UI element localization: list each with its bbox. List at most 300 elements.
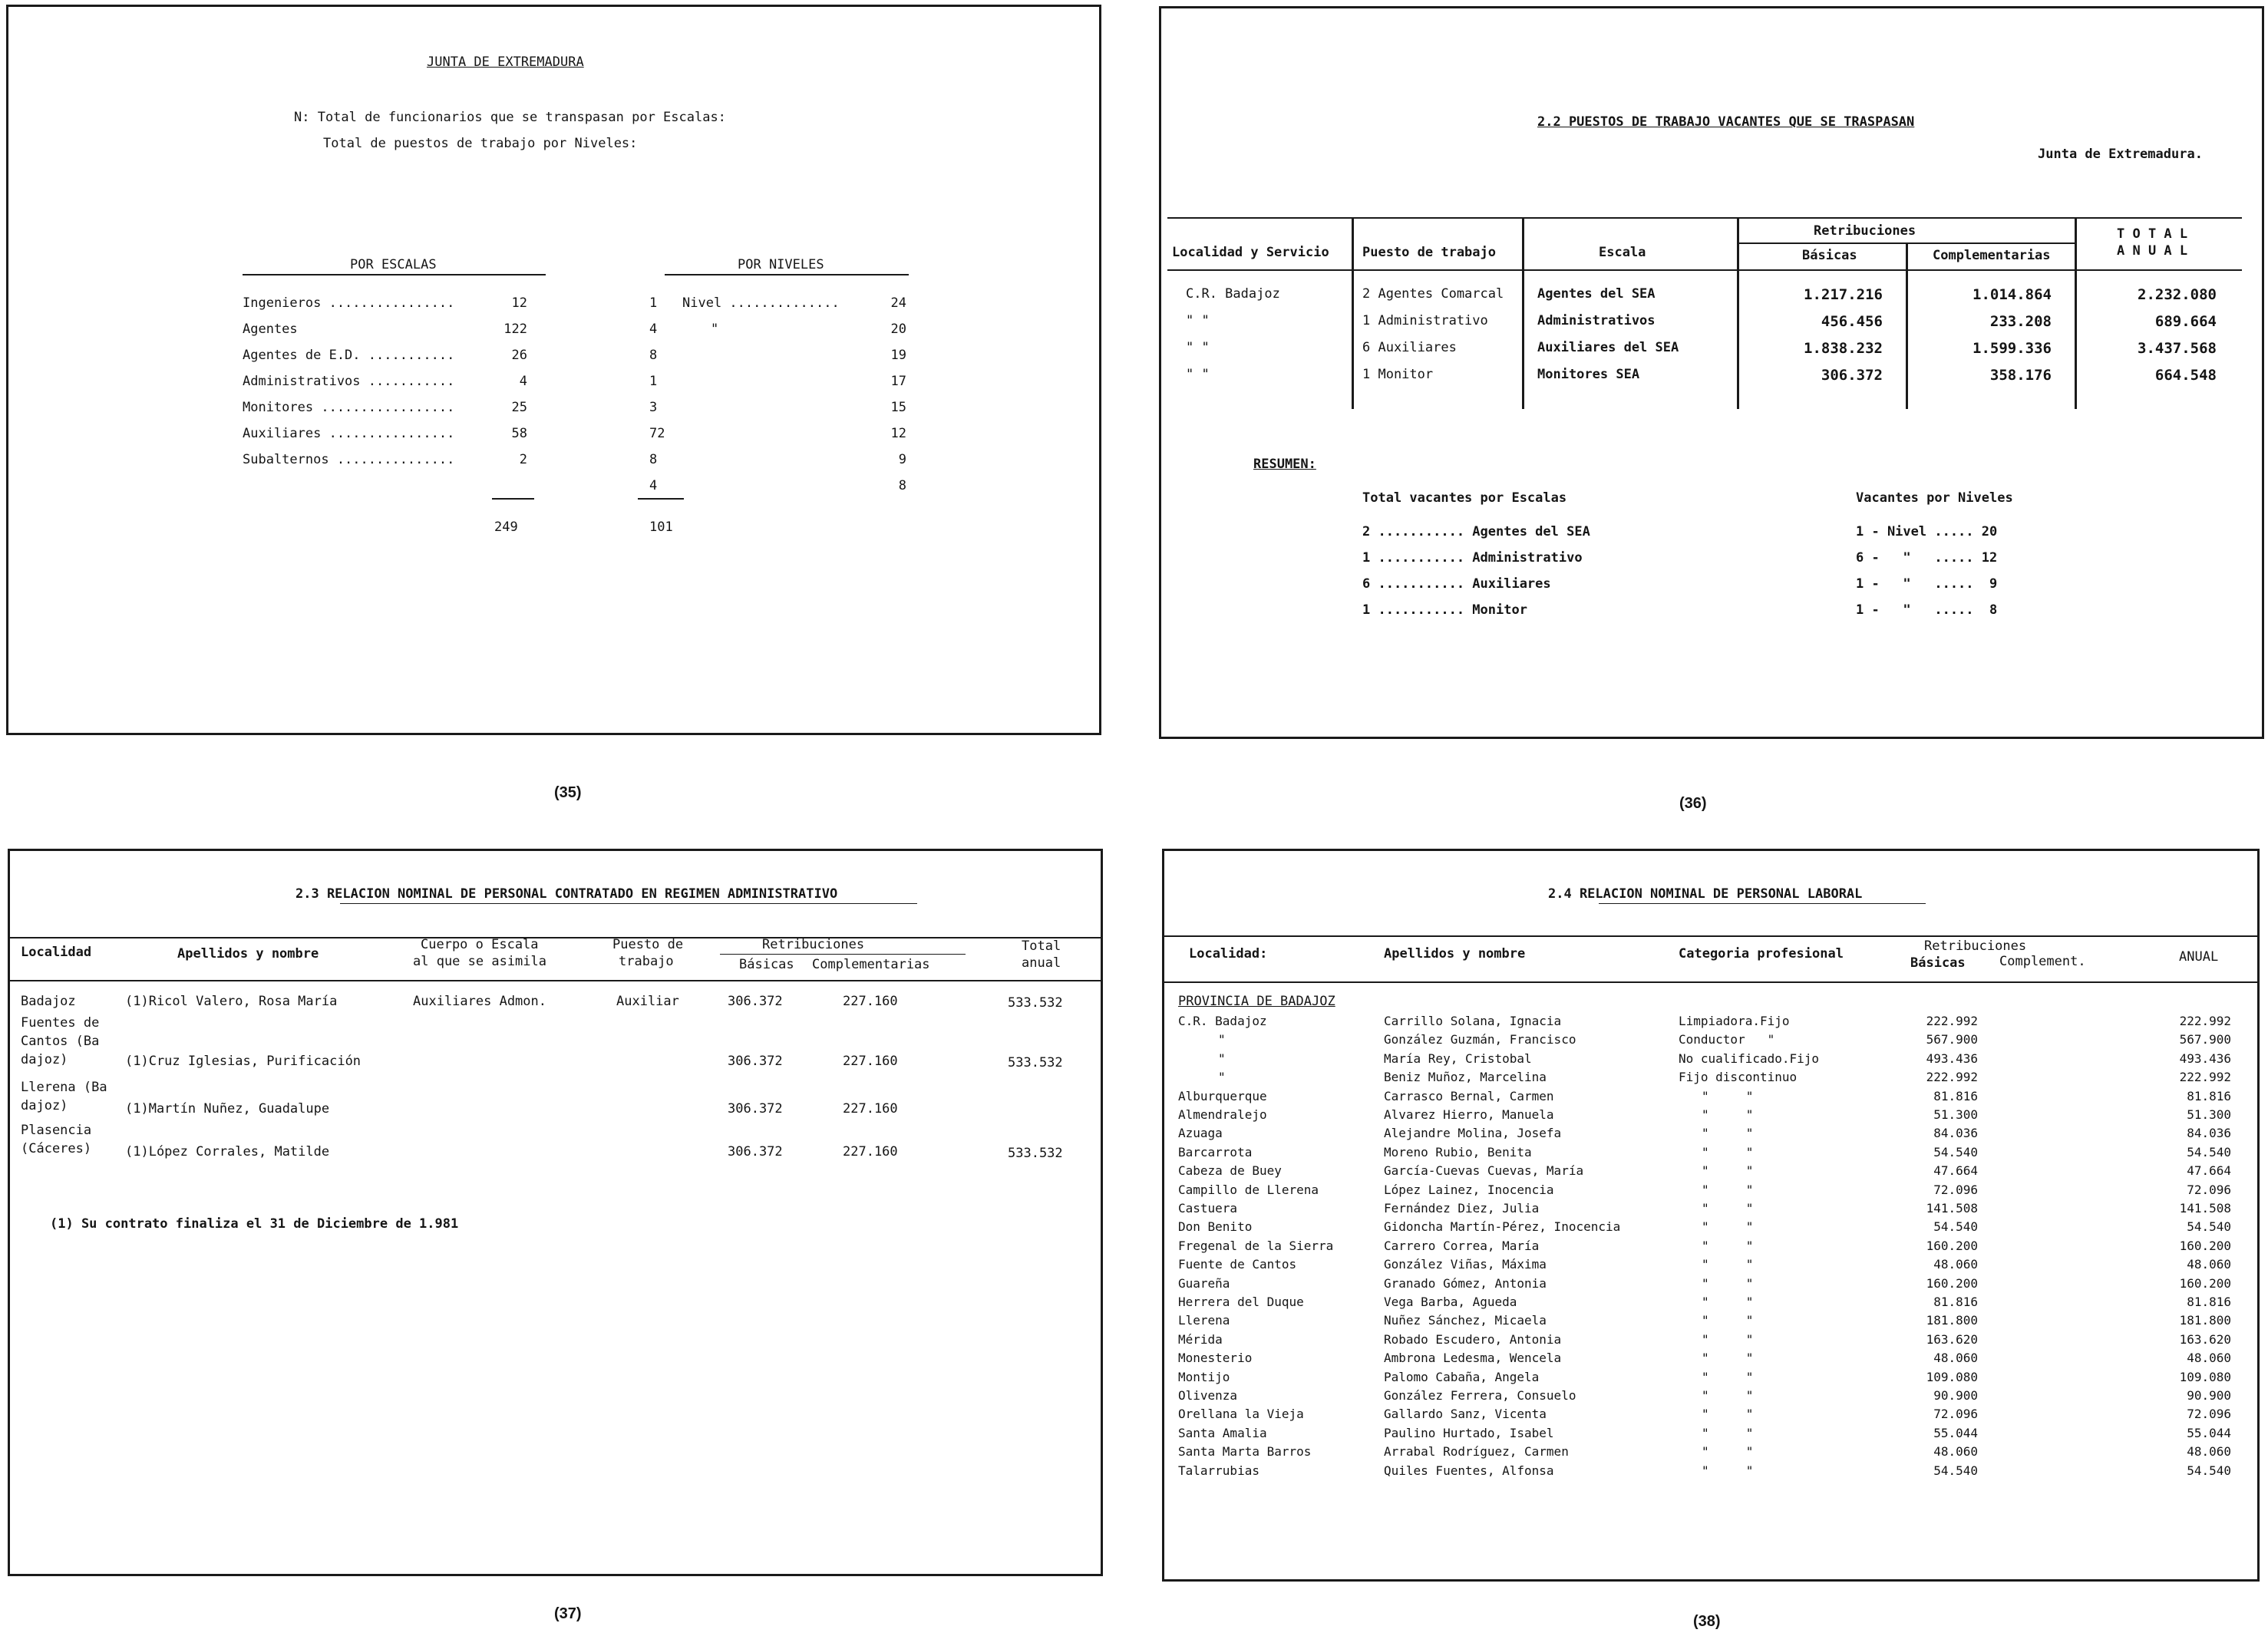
- p38-provincia: PROVINCIA DE BADAJOZ: [1178, 994, 1335, 1009]
- p38-cell-anual: 141.508: [2179, 1201, 2231, 1216]
- p36-resumen-escala: 1 ........... Monitor: [1362, 602, 1527, 618]
- p37-h-localidad: Localidad: [21, 945, 92, 960]
- p38-table-row: [1164, 1257, 2260, 1275]
- p38-cell-basicas: 72.096: [1933, 1407, 1978, 1422]
- p38-cell-categoria: Limpiadora.Fijo: [1679, 1014, 1790, 1028]
- page-35: [6, 5, 1101, 735]
- p38-cell-localidad: Cabeza de Buey: [1178, 1163, 1282, 1179]
- p38-table-row: [1164, 1313, 2260, 1331]
- p38-table-row: [1164, 1089, 2260, 1107]
- p36-cell-localidad: " ": [1186, 313, 1210, 328]
- p38-cell-apellidos: Beniz Muñoz, Marcelina: [1384, 1070, 1547, 1085]
- p38-cell-basicas: 72.096: [1933, 1182, 1978, 1197]
- p38-title-underline: [1599, 903, 1926, 904]
- p36-cell-complementarias: 233.208: [1989, 313, 2052, 330]
- p38-cell-categoria: " ": [1702, 1219, 1754, 1235]
- p38-cell-categoria: " ": [1702, 1257, 1754, 1272]
- p36-cell-complementarias: 1.599.336: [1973, 340, 2052, 357]
- p36-escalas-title: Total vacantes por Escalas: [1362, 490, 1567, 506]
- p38-cell-basicas: 222.992: [1926, 1070, 1978, 1085]
- p37-title: 2.3 RELACION NOMINAL DE PERSONAL CONTRATADO EN REGIMEN ADMINISTRATIVO: [295, 886, 838, 902]
- p38-cell-categoria: " ": [1702, 1407, 1754, 1422]
- p36-cell-total: 664.548: [2154, 367, 2217, 384]
- p37-cell-total: 533.532: [1008, 995, 1063, 1011]
- p38-cell-anual: 72.096: [2187, 1182, 2231, 1197]
- p35-escala-name: Administrativos ...........: [243, 374, 455, 389]
- p38-table-row: [1164, 1070, 2260, 1088]
- p38-cell-anual: 81.816: [2187, 1295, 2231, 1309]
- p37-cell-total: 533.532: [1008, 1146, 1063, 1161]
- p38-table-row: [1164, 1145, 2260, 1163]
- p38-cell-apellidos: Gidoncha Martín-Pérez, Inocencia: [1384, 1219, 1621, 1235]
- p38-cell-apellidos: Paulino Hurtado, Isabel: [1384, 1425, 1554, 1440]
- p38-cell-apellidos: María Rey, Cristobal: [1384, 1051, 1532, 1066]
- p38-cell-localidad: ": [1218, 1051, 1226, 1066]
- p38-cell-anual: 181.800: [2179, 1313, 2231, 1328]
- p35-escalas-total-line: [492, 498, 534, 500]
- p38-cell-anual: 163.620: [2179, 1331, 2231, 1347]
- p36-table-row: [1161, 286, 2264, 305]
- p35-nivel-value: 19: [890, 348, 906, 363]
- p36-h-escala: Escala: [1599, 245, 1646, 260]
- p38-table-row: [1164, 1276, 2260, 1295]
- p35-escalas-underline: [243, 274, 546, 275]
- p36-h-total1: T O T A L: [2117, 226, 2188, 242]
- p35-escala-name: Agentes de E.D. ...........: [243, 348, 455, 363]
- p38-cell-basicas: 81.816: [1933, 1295, 1978, 1309]
- p38-cell-apellidos: García-Cuevas Cuevas, María: [1384, 1163, 1584, 1179]
- p38-cell-apellidos: Arrabal Rodríguez, Carmen: [1384, 1444, 1569, 1460]
- p38-table-row: [1164, 1463, 2260, 1482]
- p36-subtitle: Junta de Extremadura.: [2038, 147, 2203, 162]
- p38-cell-categoria: " ": [1702, 1351, 1754, 1366]
- p35-total-niveles: 101: [649, 520, 673, 535]
- p35-escala-count: 2: [519, 452, 527, 467]
- p38-cell-anual: 222.992: [2179, 1014, 2231, 1028]
- p38-table-row: [1164, 1370, 2260, 1388]
- p38-cell-categoria: " ": [1702, 1163, 1754, 1179]
- p38-cell-basicas: 163.620: [1926, 1331, 1978, 1347]
- p38-cell-anual: 160.200: [2179, 1275, 2231, 1291]
- p38-cell-categoria: " ": [1702, 1388, 1754, 1403]
- p38-cell-categoria: " ": [1702, 1238, 1754, 1253]
- p37-cell-basicas: 306.372: [728, 1144, 783, 1159]
- p35-escala-name: Ingenieros ................: [243, 295, 455, 311]
- p38-cell-localidad: Barcarrota: [1178, 1144, 1253, 1159]
- p37-cell-localidad: (Cáceres): [21, 1141, 92, 1156]
- page-38: [1162, 849, 2260, 1582]
- p36-resumen-nivel: 1 - " ..... 8: [1856, 602, 1998, 618]
- p38-cell-categoria: " ": [1702, 1144, 1754, 1159]
- p38-cell-anual: 160.200: [2179, 1238, 2231, 1253]
- p35-escala-name: Monitores .................: [243, 400, 455, 415]
- p37-cell-puesto: Auxiliar: [616, 994, 679, 1009]
- p35-nivel-value: 17: [890, 374, 906, 389]
- p38-cell-basicas: 81.816: [1933, 1088, 1978, 1103]
- p35-nivel-count: 8: [649, 452, 658, 467]
- p35-escala-count: 26: [511, 348, 527, 363]
- p36-cell-total: 3.437.568: [2138, 340, 2217, 357]
- p36-resumen: RESUMEN:: [1253, 457, 1316, 472]
- p38-cell-basicas: 181.800: [1926, 1313, 1978, 1328]
- p36-resumen-nivel: 1 - Nivel ..... 20: [1856, 524, 1998, 539]
- p36-cell-escala: Agentes del SEA: [1537, 286, 1656, 302]
- p38-cell-localidad: Azuaga: [1178, 1126, 1223, 1141]
- p35-escala-count: 58: [511, 426, 527, 441]
- p35-nivel-value: 12: [890, 426, 906, 441]
- p38-cell-localidad: Mérida: [1178, 1331, 1223, 1347]
- p38-cell-anual: 48.060: [2187, 1257, 2231, 1272]
- p38-cell-basicas: 84.036: [1933, 1126, 1978, 1141]
- p36-resumen-nivel: 6 - " ..... 12: [1856, 550, 1998, 566]
- page-number-35: (35): [554, 784, 582, 801]
- p38-cell-apellidos: Alvarez Hierro, Manuela: [1384, 1107, 1554, 1122]
- p38-cell-basicas: 48.060: [1933, 1257, 1978, 1272]
- p38-table-row: [1164, 1183, 2260, 1201]
- p38-cell-basicas: 47.664: [1933, 1163, 1978, 1179]
- p35-line2: Total de puestos de trabajo por Niveles:: [323, 136, 638, 151]
- p37-cell-complementarias: 227.160: [843, 994, 898, 1009]
- p38-table-row: [1164, 1219, 2260, 1238]
- p36-resumen-escala: 1 ........... Administrativo: [1362, 550, 1583, 566]
- p38-cell-categoria: " ": [1702, 1088, 1754, 1103]
- p36-table-row: [1161, 313, 2264, 332]
- p38-cell-categoria: " ": [1702, 1425, 1754, 1440]
- p38-cell-apellidos: Moreno Rubio, Benita: [1384, 1144, 1532, 1159]
- p38-cell-localidad: Montijo: [1178, 1369, 1230, 1384]
- p37-cell-apellidos: (1)Ricol Valero, Rosa María: [125, 994, 338, 1009]
- p37-table-row: [10, 1015, 1103, 1077]
- p36-cell-escala: Auxiliares del SEA: [1537, 340, 1679, 355]
- p35-nivel-label: Nivel ..............: [682, 295, 840, 311]
- p38-cell-basicas: 48.060: [1933, 1444, 1978, 1460]
- p38-cell-localidad: Herrera del Duque: [1178, 1295, 1304, 1309]
- p35-escalas-header: POR ESCALAS: [350, 257, 437, 272]
- p38-h-apellidos: Apellidos y nombre: [1384, 946, 1526, 962]
- p38-cell-categoria: Conductor ": [1679, 1032, 1775, 1047]
- p38-cell-categoria: " ": [1702, 1444, 1754, 1460]
- p36-title: 2.2 PUESTOS DE TRABAJO VACANTES QUE SE TRASPASAN: [1537, 114, 1915, 130]
- p38-cell-localidad: Alburquerque: [1178, 1088, 1267, 1103]
- p36-niveles-title: Vacantes por Niveles: [1856, 490, 2013, 506]
- p38-cell-basicas: 54.540: [1933, 1219, 1978, 1235]
- p38-cell-localidad: Talarrubias: [1178, 1463, 1259, 1478]
- p38-cell-anual: 84.036: [2187, 1126, 2231, 1141]
- p36-cell-puesto: 1 Administrativo: [1362, 313, 1488, 328]
- p38-cell-localidad: ": [1218, 1032, 1226, 1047]
- p38-cell-anual: 109.080: [2179, 1369, 2231, 1384]
- p37-cell-localidad: Cantos (Ba: [21, 1034, 100, 1049]
- p38-cell-apellidos: Carrasco Bernal, Carmen: [1384, 1088, 1554, 1103]
- p38-table-row: [1164, 1239, 2260, 1257]
- p36-table-header-bottom: [1167, 269, 2242, 271]
- p38-cell-categoria: " ": [1702, 1107, 1754, 1122]
- p37-cell-complementarias: 227.160: [843, 1101, 898, 1117]
- p38-cell-categoria: " ": [1702, 1369, 1754, 1384]
- p36-cell-localidad: " ": [1186, 367, 1210, 382]
- p38-cell-categoria: " ": [1702, 1313, 1754, 1328]
- p37-cell-apellidos: (1)Cruz Iglesias, Purificación: [125, 1054, 361, 1069]
- p36-cell-complementarias: 358.176: [1989, 367, 2052, 384]
- p38-h-localidad: Localidad:: [1189, 946, 1268, 962]
- p38-table-row: [1164, 1351, 2260, 1369]
- p36-h-retribuciones: Retribuciones: [1814, 223, 1916, 239]
- p38-cell-basicas: 222.992: [1926, 1014, 1978, 1028]
- p38-cell-categoria: " ": [1702, 1463, 1754, 1478]
- p38-cell-localidad: Fregenal de la Sierra: [1178, 1238, 1334, 1253]
- p35-escala-count: 4: [519, 374, 527, 389]
- p37-h-apellidos: Apellidos y nombre: [177, 946, 319, 962]
- p38-table-row: [1164, 1201, 2260, 1219]
- p37-table-top: [10, 937, 1103, 938]
- p38-cell-anual: 48.060: [2187, 1351, 2231, 1366]
- p38-cell-categoria: " ": [1702, 1201, 1754, 1216]
- p37-h-complementarias: Complementarias: [812, 957, 930, 972]
- p37-cell-cuerpo: Auxiliares Admon.: [413, 994, 546, 1009]
- p38-cell-categoria: " ": [1702, 1182, 1754, 1197]
- p38-cell-basicas: 55.044: [1933, 1425, 1978, 1440]
- p38-table-row: [1164, 1388, 2260, 1407]
- p37-footnote: (1) Su contrato finaliza el 31 de Diciembre de 1.981: [50, 1216, 459, 1232]
- p35-nivel-value: 9: [898, 452, 906, 467]
- p38-cell-categoria: Fijo discontinuo: [1679, 1070, 1798, 1085]
- page-36: [1159, 6, 2264, 739]
- p38-cell-localidad: Monesterio: [1178, 1351, 1253, 1366]
- p38-cell-apellidos: Gallardo Sanz, Vicenta: [1384, 1407, 1547, 1422]
- p37-cell-apellidos: (1)López Corrales, Matilde: [125, 1144, 330, 1159]
- p38-h-basicas: Básicas: [1910, 955, 1966, 971]
- p38-cell-anual: 54.540: [2187, 1144, 2231, 1159]
- p36-table-row: [1161, 367, 2264, 385]
- p38-cell-localidad: Don Benito: [1178, 1219, 1253, 1235]
- p36-h-puesto: Puesto de trabajo: [1362, 245, 1496, 260]
- p35-total-escalas: 249: [494, 520, 518, 535]
- p35-nivel-count: 8: [649, 348, 658, 363]
- p37-h-total2: anual: [1022, 955, 1061, 971]
- p38-cell-apellidos: González Guzmán, Francisco: [1384, 1032, 1576, 1047]
- p38-h-anual: ANUAL: [2179, 949, 2219, 965]
- p36-resumen-escala: 6 ........... Auxiliares: [1362, 576, 1551, 592]
- p35-escala-count: 12: [511, 295, 527, 311]
- p37-h-cuerpo1: Cuerpo o Escala: [421, 937, 539, 952]
- p38-table-row: [1164, 1051, 2260, 1070]
- p38-cell-anual: 55.044: [2187, 1425, 2231, 1440]
- p35-escala-count: 25: [511, 400, 527, 415]
- p38-title: 2.4 RELACION NOMINAL DE PERSONAL LABORAL: [1548, 886, 1863, 902]
- p38-cell-localidad: Santa Amalia: [1178, 1425, 1267, 1440]
- p36-h-basicas: Básicas: [1802, 248, 1857, 263]
- p38-cell-apellidos: Nuñez Sánchez, Micaela: [1384, 1313, 1547, 1328]
- p38-cell-anual: 493.436: [2179, 1051, 2231, 1066]
- p37-cell-apellidos: (1)Martín Nuñez, Guadalupe: [125, 1101, 330, 1117]
- p38-cell-apellidos: González Ferrera, Consuelo: [1384, 1388, 1576, 1403]
- p35-title: JUNTA DE EXTREMADURA: [427, 54, 584, 70]
- p36-h-complementarias: Complementarias: [1933, 248, 2051, 263]
- p36-h-localidad: Localidad y Servicio: [1172, 245, 1329, 260]
- p38-cell-apellidos: Palomo Cabaña, Angela: [1384, 1369, 1540, 1384]
- p35-niveles-underline: [665, 274, 909, 275]
- p38-cell-localidad: Castuera: [1178, 1201, 1238, 1216]
- p38-cell-anual: 222.992: [2179, 1070, 2231, 1085]
- p38-cell-localidad: Olivenza: [1178, 1388, 1238, 1403]
- p36-cell-basicas: 456.456: [1821, 313, 1883, 330]
- p37-table-row: [10, 1123, 1103, 1184]
- p37-h-basicas: Básicas: [739, 957, 794, 972]
- p38-cell-anual: 47.664: [2187, 1163, 2231, 1179]
- p37-cell-total: 533.532: [1008, 1055, 1063, 1070]
- p37-cell-localidad: Badajoz: [21, 994, 76, 1009]
- p35-nivel-count: 1: [649, 374, 658, 389]
- page-37: [8, 849, 1103, 1576]
- p38-table-body: [1164, 1014, 2260, 1505]
- p36-cell-escala: Monitores SEA: [1537, 367, 1640, 382]
- p38-cell-anual: 51.300: [2187, 1107, 2231, 1122]
- p36-cell-puesto: 6 Auxiliares: [1362, 340, 1457, 355]
- p37-title-underline: [340, 903, 917, 904]
- p38-cell-apellidos: Granado Gómez, Antonia: [1384, 1275, 1547, 1291]
- p38-cell-anual: 54.540: [2187, 1463, 2231, 1478]
- p38-table-row: [1164, 1426, 2260, 1444]
- p36-cell-basicas: 1.838.232: [1804, 340, 1883, 357]
- p37-cell-basicas: 306.372: [728, 994, 783, 1009]
- p38-cell-basicas: 54.540: [1933, 1463, 1978, 1478]
- p38-table-row: [1164, 1107, 2260, 1126]
- p37-h-retribuciones: Retribuciones: [762, 937, 865, 952]
- p38-table-row: [1164, 1163, 2260, 1182]
- p36-cell-basicas: 1.217.216: [1804, 286, 1883, 303]
- p36-table-body: [1161, 286, 2264, 409]
- p37-h-puesto1: Puesto de: [612, 937, 684, 952]
- p38-cell-apellidos: Ambrona Ledesma, Wencela: [1384, 1351, 1562, 1366]
- p38-cell-categoria: No cualificado.Fijo: [1679, 1051, 1820, 1066]
- p38-cell-anual: 567.900: [2179, 1032, 2231, 1047]
- p36-cell-localidad: C.R. Badajoz: [1186, 286, 1280, 302]
- p35-line1: N: Total de funcionarios que se transpasan por Escalas:: [294, 110, 726, 125]
- p37-h-puesto2: trabajo: [619, 954, 674, 969]
- p38-cell-apellidos: Carrero Correa, María: [1384, 1238, 1540, 1253]
- p35-escala-name: Auxiliares ................: [243, 426, 455, 441]
- p35-escala-name: Subalternos ...............: [243, 452, 455, 467]
- p38-cell-basicas: 567.900: [1926, 1032, 1978, 1047]
- p38-cell-basicas: 160.200: [1926, 1275, 1978, 1291]
- p38-cell-basicas: 160.200: [1926, 1238, 1978, 1253]
- p38-cell-apellidos: Fernández Diez, Julia: [1384, 1201, 1540, 1216]
- page-number-37: (37): [554, 1605, 582, 1622]
- p38-cell-localidad: Campillo de Llerena: [1178, 1182, 1319, 1197]
- p35-niveles-total-line: [638, 498, 684, 500]
- p38-h-retribuciones: Retribuciones: [1924, 938, 2027, 954]
- p35-nivel-count: 4: [649, 322, 658, 337]
- p38-cell-localidad: Orellana la Vieja: [1178, 1407, 1304, 1422]
- p38-table-row: [1164, 1332, 2260, 1351]
- p38-cell-categoria: " ": [1702, 1275, 1754, 1291]
- p37-cell-localidad: Llerena (Ba: [21, 1080, 107, 1095]
- p38-cell-basicas: 141.508: [1926, 1201, 1978, 1216]
- p35-nivel-value: 8: [898, 478, 906, 493]
- p38-table-row: [1164, 1444, 2260, 1463]
- p35-nivel-value: 24: [890, 295, 906, 311]
- p36-table-row: [1161, 340, 2264, 358]
- p36-cell-puesto: 2 Agentes Comarcal: [1362, 286, 1504, 302]
- p37-table-header-bottom: [10, 980, 1103, 981]
- p37-cell-localidad: dajoz): [21, 1052, 68, 1067]
- p38-h-categoria: Categoria profesional: [1679, 946, 1844, 962]
- p37-cell-basicas: 306.372: [728, 1054, 783, 1069]
- p35-nivel-value: 20: [890, 322, 906, 337]
- p38-table-row: [1164, 1032, 2260, 1051]
- p38-cell-localidad: Fuente de Cantos: [1178, 1257, 1297, 1272]
- p38-cell-apellidos: López Lainez, Inocencia: [1384, 1182, 1554, 1197]
- p38-cell-anual: 81.816: [2187, 1088, 2231, 1103]
- p38-cell-localidad: Almendralejo: [1178, 1107, 1267, 1122]
- p38-cell-anual: 48.060: [2187, 1444, 2231, 1460]
- p38-cell-categoria: " ": [1702, 1331, 1754, 1347]
- p35-escala-count: 122: [503, 322, 527, 337]
- p37-cell-localidad: Fuentes de: [21, 1015, 100, 1031]
- p36-cell-complementarias: 1.014.864: [1973, 286, 2052, 303]
- p38-cell-localidad: Guareña: [1178, 1275, 1230, 1291]
- p38-h-complement: Complement.: [1999, 954, 2086, 969]
- p36-table-top: [1167, 217, 2242, 219]
- p37-cell-complementarias: 227.160: [843, 1144, 898, 1159]
- p36-cell-escala: Administrativos: [1537, 313, 1656, 328]
- p36-cell-basicas: 306.372: [1821, 367, 1883, 384]
- p38-table-row: [1164, 1295, 2260, 1313]
- p37-cell-localidad: dajoz): [21, 1098, 68, 1113]
- p35-nivel-label: ": [711, 322, 719, 337]
- p35-nivel-count: 4: [649, 478, 658, 493]
- p38-cell-categoria: " ": [1702, 1295, 1754, 1309]
- p37-h-cuerpo2: al que se asimila: [413, 954, 546, 969]
- p38-cell-apellidos: Vega Barba, Agueda: [1384, 1295, 1517, 1309]
- page-number-38: (38): [1693, 1613, 1721, 1630]
- p38-cell-apellidos: Robado Escudero, Antonia: [1384, 1331, 1562, 1347]
- p36-h-total2: A N U A L: [2117, 243, 2188, 259]
- p36-cell-total: 2.232.080: [2138, 286, 2217, 303]
- p38-cell-localidad: Llerena: [1178, 1313, 1230, 1328]
- p38-table-row: [1164, 1407, 2260, 1425]
- p38-table-top: [1164, 935, 2260, 937]
- p38-cell-localidad: ": [1218, 1070, 1226, 1085]
- p38-cell-basicas: 109.080: [1926, 1369, 1978, 1384]
- p36-resumen-nivel: 1 - " ..... 9: [1856, 576, 1998, 592]
- p36-cell-total: 689.664: [2154, 313, 2217, 330]
- page-number-36: (36): [1679, 795, 1707, 812]
- p35-escala-name: Agentes: [243, 322, 298, 337]
- p38-cell-categoria: " ": [1702, 1126, 1754, 1141]
- p38-cell-anual: 90.900: [2187, 1388, 2231, 1403]
- p38-table-header-bottom: [1164, 981, 2260, 983]
- p37-cell-basicas: 306.372: [728, 1101, 783, 1117]
- p36-cell-localidad: " ": [1186, 340, 1210, 355]
- p38-cell-basicas: 51.300: [1933, 1107, 1978, 1122]
- p37-h-total1: Total: [1022, 938, 1061, 954]
- p38-cell-anual: 54.540: [2187, 1219, 2231, 1235]
- p38-cell-localidad: C.R. Badajoz: [1178, 1014, 1267, 1028]
- p38-cell-localidad: Santa Marta Barros: [1178, 1444, 1312, 1460]
- p37-cell-localidad: Plasencia: [21, 1123, 92, 1138]
- p38-cell-anual: 72.096: [2187, 1407, 2231, 1422]
- p37-cell-complementarias: 227.160: [843, 1054, 898, 1069]
- p38-cell-basicas: 493.436: [1926, 1051, 1978, 1066]
- p38-cell-apellidos: Quiles Fuentes, Alfonsa: [1384, 1463, 1554, 1478]
- p38-cell-basicas: 54.540: [1933, 1144, 1978, 1159]
- p36-resumen-escala: 2 ........... Agentes del SEA: [1362, 524, 1590, 539]
- p35-nivel-value: 15: [890, 400, 906, 415]
- p35-nivel-count: 1: [649, 295, 658, 311]
- p38-cell-apellidos: Carrillo Solana, Ignacia: [1384, 1014, 1562, 1028]
- p35-niveles-header: POR NIVELES: [738, 257, 824, 272]
